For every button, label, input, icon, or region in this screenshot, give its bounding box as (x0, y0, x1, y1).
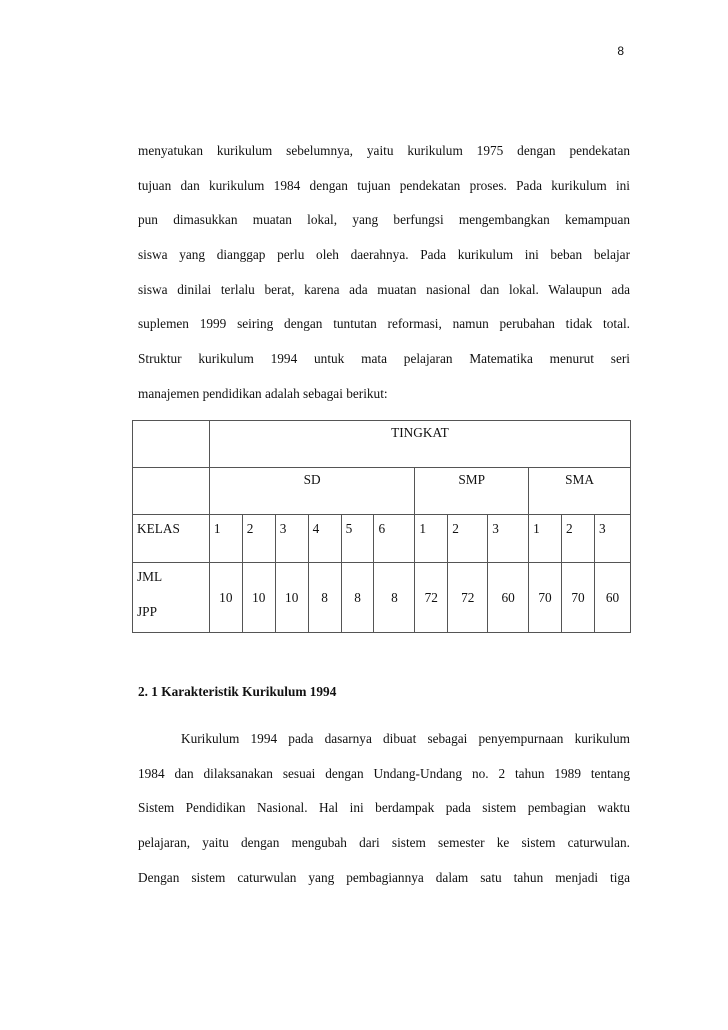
jpp-cell: 10 (242, 563, 275, 633)
kelas-cell: 3 (488, 515, 529, 563)
empty-cell (133, 468, 210, 515)
kelas-cell: 5 (341, 515, 374, 563)
level-sma: SMA (529, 468, 631, 515)
jpp-cell: 10 (209, 563, 242, 633)
kelas-label: KELAS (133, 515, 210, 563)
jpp-cell: 8 (341, 563, 374, 633)
kelas-cell: 1 (529, 515, 562, 563)
paragraph-line: Kurikulum 1994 pada dasarnya dibuat sebagai penyempurnaan kurikulum (181, 731, 630, 746)
paragraph-line: siswa dinilai terlalu berat, karena ada muatan nasional dan lokal. Walaupun ada (138, 281, 630, 297)
paragraph-line: Struktur kurikulum 1994 untuk mata pelajaran Matematika menurut seri (138, 351, 630, 367)
jpp-cell: 10 (275, 563, 308, 633)
paragraph-line: Sistem Pendidikan Nasional. Hal ini berdampak pada sistem pembagian waktu (138, 800, 630, 816)
kelas-cell: 6 (374, 515, 415, 563)
kelas-cell: 2 (562, 515, 595, 563)
paragraph-2 (138, 732, 630, 905)
paragraph-line: pun dimasukkan muatan lokal, yang berfungsi mengembangkan kemampuan (138, 212, 630, 228)
jml-jpp-label (133, 563, 210, 633)
tingkat-header: TINGKAT (209, 421, 630, 468)
paragraph-line: suplemen 1999 seiring dengan tuntutan reformasi, namun perubahan tidak total. (138, 316, 630, 332)
table-jpp-row (133, 563, 631, 633)
jml-label: JML (137, 569, 163, 584)
table-header-row (133, 421, 631, 468)
jpp-cell: 8 (374, 563, 415, 633)
paragraph-1 (138, 144, 630, 422)
kelas-cell: 4 (308, 515, 341, 563)
paragraph-line: menyatukan kurikulum sebelumnya, yaitu kurikulum 1975 dengan pendekatan (138, 143, 630, 158)
page-number: 8 (617, 44, 624, 58)
kelas-cell: 2 (448, 515, 488, 563)
paragraph-line: manajemen pendidikan adalah sebagai berikut: (138, 385, 388, 401)
paragraph-line: siswa yang dianggap perlu oleh daerahnya. Pada kurikulum ini beban belajar (138, 247, 630, 263)
jpp-cell: 72 (415, 563, 448, 633)
kelas-cell: 1 (209, 515, 242, 563)
kelas-cell: 1 (415, 515, 448, 563)
paragraph-line: tujuan dan kurikulum 1984 dengan tujuan pendekatan proses. Pada kurikulum ini (138, 177, 630, 193)
section-heading: 2. 1 Karakteristik Kurikulum 1994 (138, 684, 337, 699)
paragraph-line: Dengan sistem caturwulan yang pembagiannya dalam satu tahun menjadi tiga (138, 869, 630, 885)
level-sd: SD (209, 468, 414, 515)
kelas-cell: 2 (242, 515, 275, 563)
jpp-cell: 60 (594, 563, 630, 633)
kelas-cell: 3 (594, 515, 630, 563)
curriculum-table (132, 420, 631, 633)
table-kelas-row (133, 515, 631, 563)
paragraph-line: 1984 dan dilaksanakan sesuai dengan Undang-Undang no. 2 tahun 1989 tentang (138, 765, 630, 781)
table-level-row (133, 468, 631, 515)
jpp-cell: 70 (562, 563, 595, 633)
paragraph-line: pelajaran, yaitu dengan mengubah dari sistem semester ke sistem caturwulan. (138, 835, 630, 851)
jpp-cell: 70 (529, 563, 562, 633)
jpp-cell: 72 (448, 563, 488, 633)
jpp-cell: 8 (308, 563, 341, 633)
jpp-label: JPP (137, 604, 157, 620)
empty-cell (133, 421, 210, 468)
jpp-cell: 60 (488, 563, 529, 633)
level-smp: SMP (415, 468, 529, 515)
kelas-cell: 3 (275, 515, 308, 563)
